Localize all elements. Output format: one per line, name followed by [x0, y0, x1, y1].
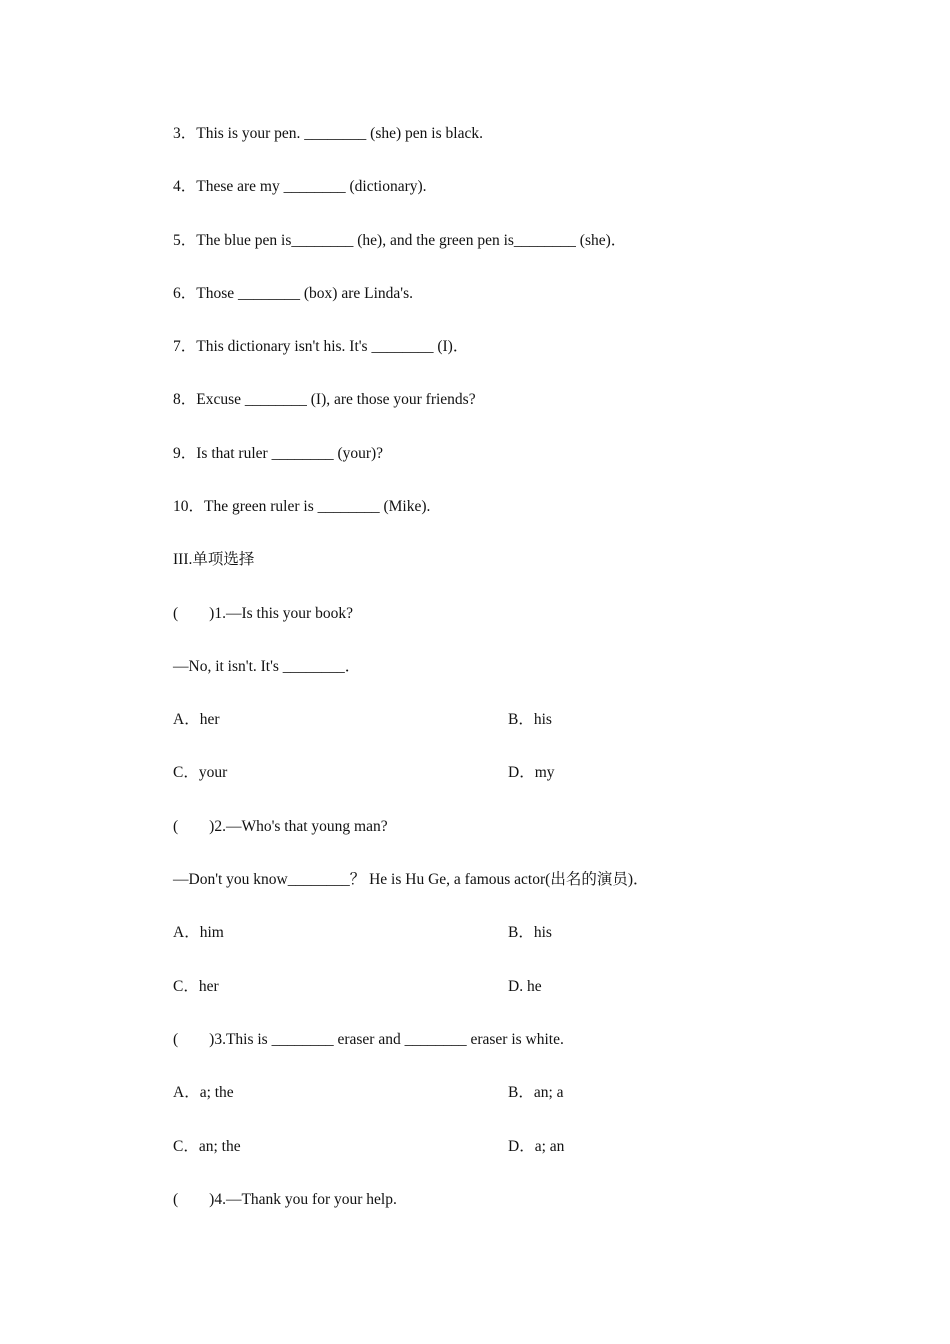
question-3-option-c: C．an; the — [173, 1138, 241, 1155]
question-1-option-b: B．his — [508, 711, 552, 728]
question-1-option-d: D．my — [508, 764, 555, 781]
question-3-stem: ( )3.This is ________ eraser and ________ eraser is white. — [173, 1031, 564, 1048]
question-2-stem: ( )2.—Who's that young man? — [173, 818, 388, 835]
fill-in-item-4: 4．These are my ________ (dictionary). — [173, 178, 427, 195]
question-2-option-d: D. he — [508, 978, 542, 995]
fill-in-item-9: 9．Is that ruler ________ (your)? — [173, 445, 384, 462]
fill-in-item-10: 10．The green ruler is ________ (Mike). — [173, 498, 431, 515]
question-4-stem: ( )4.—Thank you for your help. — [173, 1191, 397, 1208]
question-2-option-c: C．her — [173, 978, 219, 995]
fill-in-item-7: 7．This dictionary isn't his. It's ________ (I)． — [173, 338, 469, 355]
question-3-option-b: B．an; a — [508, 1084, 564, 1101]
question-2-option-a: A．him — [173, 924, 224, 941]
fill-in-item-6: 6．Those ________ (box) are Linda's. — [173, 285, 413, 302]
fill-in-item-5: 5．The blue pen is________ (he), and the green pen is________ (she)． — [173, 232, 627, 249]
question-3-option-a: A．a; the — [173, 1084, 234, 1101]
fill-in-item-8: 8．Excuse ________ (I), are those your friends? — [173, 391, 476, 408]
question-2-option-b: B．his — [508, 924, 552, 941]
fill-in-item-3: 3．This is your pen. ________ (she) pen is black. — [173, 125, 483, 142]
question-1-stem: ( )1.—Is this your book? — [173, 605, 353, 622]
question-1-option-c: C．your — [173, 764, 228, 781]
question-1-reply: —No, it isn't. It's ________． — [173, 658, 361, 675]
section-heading: III.单项选择 — [173, 551, 255, 568]
question-3-option-d: D．a; an — [508, 1138, 565, 1155]
question-1-option-a: A．her — [173, 711, 220, 728]
question-2-reply: —Don't you know________？ He is Hu Ge, a famous actor(出名的演员)． — [173, 871, 649, 888]
